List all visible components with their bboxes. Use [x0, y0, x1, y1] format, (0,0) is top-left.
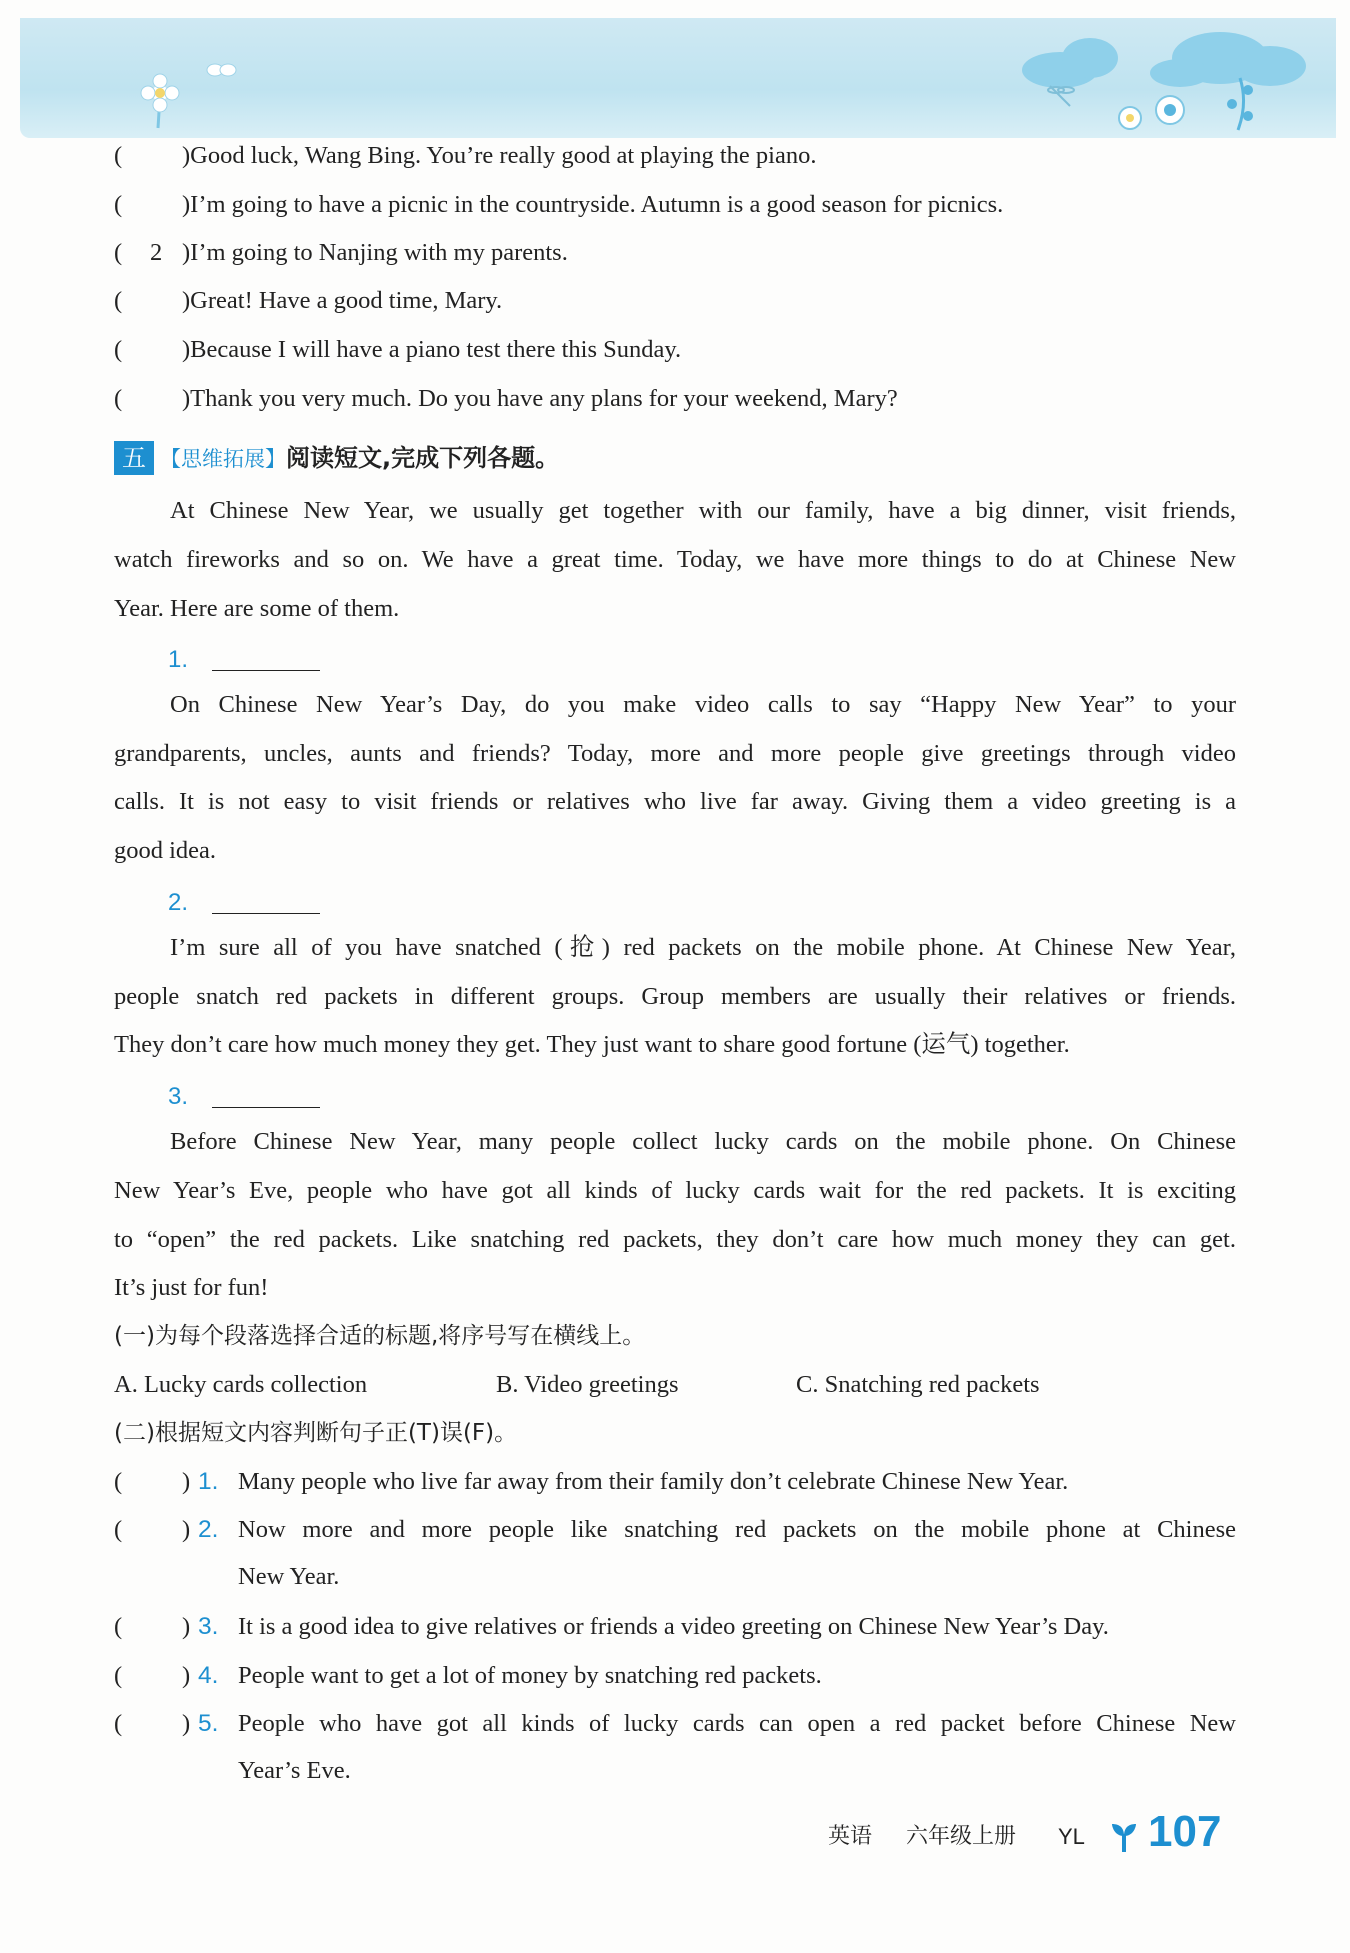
- tf-answer-slot[interactable]: [150, 1467, 178, 1497]
- answer-bracket-open: (: [114, 239, 123, 266]
- tf-bracket-close: ): [182, 1516, 191, 1543]
- tf-item: [114, 1612, 1236, 1660]
- tf-item: [114, 1709, 1236, 1805]
- footer-grade: 六年级上册: [906, 1824, 1017, 1849]
- footer-edition: YL: [1058, 1824, 1085, 1849]
- tf-bracket-close: ): [182, 1613, 191, 1640]
- tf-item-number: 4.: [198, 1662, 219, 1689]
- paragraph-line: On Chinese New Year’s Day, do you make video calls to say “Happy New Year” to your: [170, 691, 1236, 718]
- paragraph-line: They don’t care how much money they get. They just want to share good fortune (运气) together.: [114, 1031, 1070, 1058]
- answer-slot[interactable]: 2: [150, 239, 163, 266]
- tf-answer-slot[interactable]: [150, 1612, 178, 1642]
- section-number-badge: 五: [114, 441, 154, 475]
- tf-item-text: Now more and more people like snatching red packets on the mobile phone at Chinese: [238, 1516, 1236, 1543]
- intro-line: At Chinese New Year, we usually get together with our family, have a big dinner, visit friends,: [170, 497, 1236, 524]
- tf-item-number: 5.: [198, 1710, 219, 1737]
- title-blank[interactable]: [212, 1107, 320, 1108]
- paragraph-line: grandparents, uncles, aunts and friends? Today, more and more people give greetings through video: [114, 740, 1236, 767]
- intro-line: Year. Here are some of them.: [114, 595, 400, 622]
- tf-item: [114, 1467, 1236, 1515]
- option-b: B. Video greetings: [496, 1371, 679, 1398]
- paragraph-line: calls. It is not easy to visit friends or relatives who live far away. Giving them a video greeting is a: [114, 788, 1236, 815]
- tf-bracket-open: (: [114, 1710, 123, 1737]
- paragraph-line: I’m sure all of you have snatched (抢) red packets on the mobile phone. At Chinese New Year,: [170, 934, 1236, 961]
- tf-item-text: Many people who live far away from their family don’t celebrate Chinese New Year.: [238, 1468, 1069, 1495]
- paragraph-line: It’s just for fun!: [114, 1274, 269, 1301]
- tf-bracket-close: ): [182, 1468, 191, 1495]
- section-instruction: 阅读短文,完成下列各题。: [286, 444, 560, 472]
- paragraph-line: Before Chinese New Year, many people collect lucky cards on the mobile phone. On Chinese: [170, 1128, 1236, 1155]
- paragraph-number: 3.: [168, 1083, 189, 1110]
- dialogue-text: )Because I will have a piano test there this Sunday.: [182, 336, 682, 363]
- dialogue-text: )Great! Have a good time, Mary.: [182, 287, 503, 314]
- tf-item-text: New Year.: [238, 1563, 340, 1590]
- sprout-icon: [1110, 1818, 1138, 1868]
- tf-bracket-open: (: [114, 1613, 123, 1640]
- tf-bracket-open: (: [114, 1516, 123, 1543]
- tf-answer-slot[interactable]: [150, 1661, 178, 1691]
- tf-item-text: People who have got all kinds of lucky cards can open a red packet before Chinese New: [238, 1710, 1236, 1737]
- answer-bracket-open: (: [114, 287, 123, 314]
- tf-item: [114, 1661, 1236, 1709]
- tf-item-text: It is a good idea to give relatives or friends a video greeting on Chinese New Year’s Day.: [238, 1613, 1109, 1640]
- part1-heading: (一)为每个段落选择合适的标题,将序号写在横线上。: [114, 1323, 646, 1349]
- answer-bracket-open: (: [114, 385, 123, 412]
- tf-bracket-close: ): [182, 1662, 191, 1689]
- tf-item-number: 1.: [198, 1468, 219, 1495]
- paragraph-line: people snatch red packets in different groups. Group members are usually their relatives or friends.: [114, 983, 1236, 1010]
- footer-subject: 英语: [828, 1824, 873, 1849]
- title-blank[interactable]: [212, 913, 320, 914]
- answer-bracket-open: (: [114, 336, 123, 363]
- paragraph-number: 1.: [168, 646, 189, 673]
- paragraph-line: to “open” the red packets. Like snatching red packets, they don’t care how much money they can get.: [114, 1226, 1236, 1253]
- section-tag: 【思维拓展】: [160, 447, 286, 471]
- dialogue-text: )I’m going to Nanjing with my parents.: [182, 239, 568, 266]
- tf-bracket-open: (: [114, 1662, 123, 1689]
- tf-item: [114, 1515, 1236, 1611]
- option-a: A. Lucky cards collection: [114, 1371, 368, 1398]
- tf-item-number: 2.: [198, 1516, 219, 1543]
- dialogue-text: )I’m going to have a picnic in the countryside. Autumn is a good season for picnics.: [182, 191, 1004, 218]
- answer-bracket-open: (: [114, 142, 123, 169]
- tf-item-number: 3.: [198, 1613, 219, 1640]
- part2-heading: (二)根据短文内容判断句子正(T)误(F)。: [114, 1420, 518, 1446]
- tf-item-text: Year’s Eve.: [238, 1757, 351, 1784]
- tf-item-text: People want to get a lot of money by snatching red packets.: [238, 1662, 822, 1689]
- tf-bracket-open: (: [114, 1468, 123, 1495]
- page-number: 107: [1148, 1807, 1222, 1856]
- dialogue-text: )Thank you very much. Do you have any plans for your weekend, Mary?: [182, 385, 898, 412]
- intro-line: watch fireworks and so on. We have a great time. Today, we have more things to do at Chinese New: [114, 546, 1236, 573]
- tf-bracket-close: ): [182, 1710, 191, 1737]
- tf-answer-slot[interactable]: [150, 1515, 178, 1545]
- title-blank[interactable]: [212, 670, 320, 671]
- section-heading: [114, 441, 559, 475]
- paragraph-line: good idea.: [114, 837, 217, 864]
- answer-bracket-open: (: [114, 191, 123, 218]
- dialogue-text: )Good luck, Wang Bing. You’re really good at playing the piano.: [182, 142, 817, 169]
- paragraph-number: 2.: [168, 889, 189, 916]
- option-c: C. Snatching red packets: [796, 1371, 1040, 1398]
- tf-answer-slot[interactable]: [150, 1709, 178, 1739]
- paragraph-line: New Year’s Eve, people who have got all kinds of lucky cards wait for the red packets. It is exciting: [114, 1177, 1236, 1204]
